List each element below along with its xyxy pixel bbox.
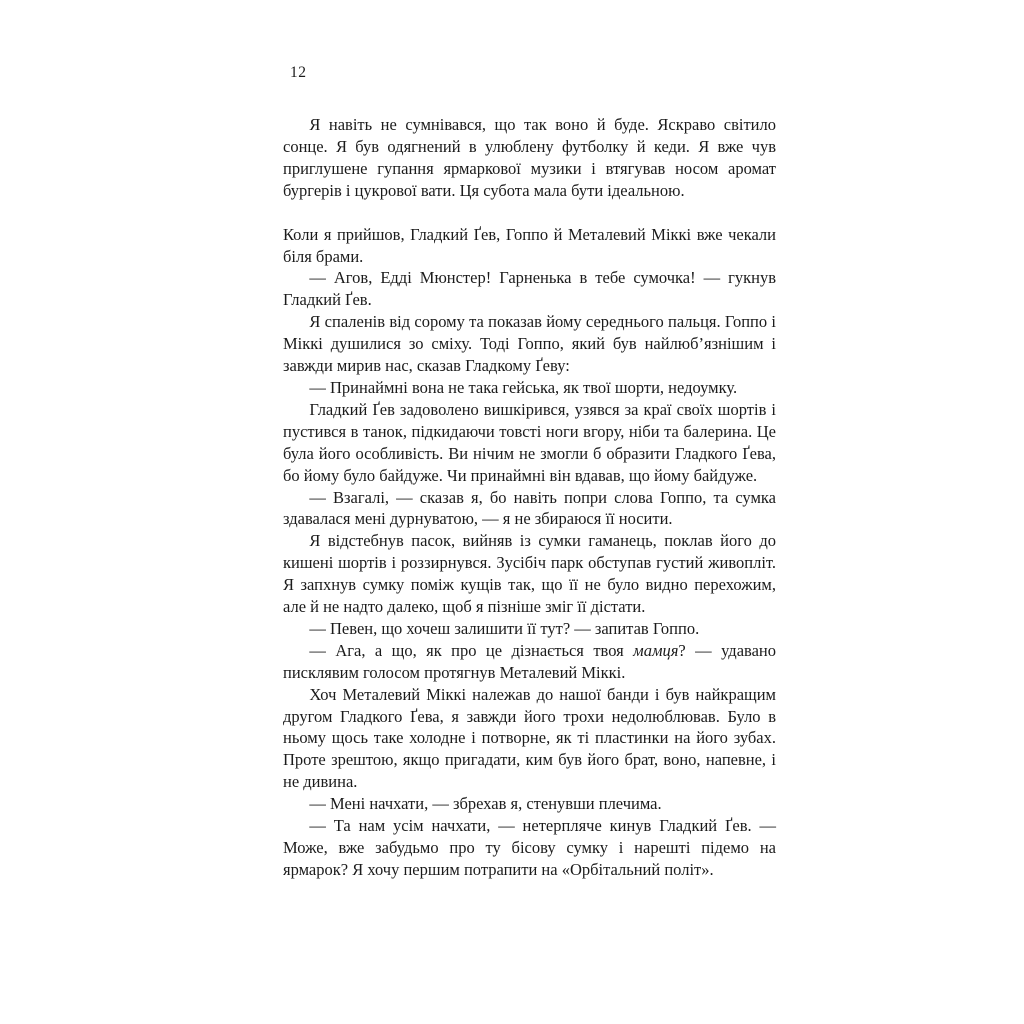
page-number: 12 bbox=[290, 64, 307, 81]
paragraph bbox=[283, 487, 776, 531]
paragraph bbox=[283, 399, 776, 487]
paragraph bbox=[283, 684, 776, 794]
text-run: Я навіть не сумнівався, що так воно й буде. Яскраво світило сонце. Я був одягнений в улюблену футболку й кеди. Я вже чув приглушене гупання ярмаркової музики і втягував носом аромат бургерів і цукрової вати. Ця субота мала бути ідеальною. bbox=[283, 115, 776, 200]
text-run: — Ага, а що, як про це дізнається твоя bbox=[309, 640, 634, 660]
text-run: — Мені начхати, — збрехав я, стенувши плечима. bbox=[309, 794, 662, 814]
text-run: Я відстебнув пасок, вийняв із сумки гаманець, поклав його до кишені шортів і роззирнувся. Зусібіч парк обступав густий живопліт. Я запхнув сумку поміж кущів так, що її не було видно перехожим, але й не надто далеко, щоб я пізніше зміг її дістати. bbox=[283, 531, 776, 617]
italic-text-run: мамця bbox=[633, 640, 679, 660]
paragraph bbox=[283, 224, 776, 268]
text-run: — Та нам усім начхати, — нетерпляче кинув Гладкий Ґев. — Може, вже забудьмо про ту бісову сумку і нарешті підемо на ярмарок? Я хочу першим потрапити на «Орбітальний політ». bbox=[283, 816, 776, 879]
text-run: Коли я прийшов, Гладкий Ґев, Гоппо й Металевий Міккі вже чекали біля брами. bbox=[283, 224, 776, 266]
paragraph bbox=[283, 114, 776, 202]
paragraph bbox=[283, 618, 776, 640]
paragraph bbox=[283, 377, 776, 399]
text-run: Гладкий Ґев задоволено вишкірився, узявся за краї своїх шортів і пустився в танок, підкидаючи товсті ноги вгору, ніби та балерина. Це була його особливість. Ви нічим не змогли б образити Гладкого Ґева, бо йому було байдуже. Чи принаймні він вдавав, що йому байдуже. bbox=[283, 399, 776, 485]
paragraph bbox=[283, 815, 776, 881]
text-block bbox=[283, 114, 776, 881]
text-run: — Принаймні вона не така гейська, як твої шорти, недоумку. bbox=[309, 377, 738, 397]
text-run: — Взагалі, — сказав я, бо навіть попри слова Гоппо, та сумка здавалася мені дурнуватою, — я не збираюся її носити. bbox=[283, 487, 776, 529]
text-run: — Певен, що хочеш залишити її тут? — запитав Гоппо. bbox=[309, 618, 700, 638]
text-run: Я спаленів від сорому та показав йому середнього пальця. Гоппо і Міккі душилися зо сміху. Тоді Гоппо, який був найлюб’язнішим і завжди мирив нас, сказав Гладкому Ґеву: bbox=[283, 312, 776, 376]
paragraph bbox=[283, 640, 776, 684]
paragraph bbox=[283, 267, 776, 311]
paragraph bbox=[283, 311, 776, 377]
paragraph bbox=[283, 793, 776, 815]
text-run: — Агов, Едді Мюнстер! Гарненька в тебе сумочка! — гукнув Гладкий Ґев. bbox=[283, 268, 776, 310]
text-run: ? — удавано писклявим голосом протягнув Металевий Міккі. bbox=[283, 640, 776, 682]
paragraph bbox=[283, 530, 776, 618]
text-run: Хоч Металевий Міккі належав до нашої банди і був найкращим другом Гладкого Ґева, я завжди його трохи недолюблював. Було в ньому щось таке холодне і потворне, як ті пластинки на його зубах. Проте зрештою, якщо пригадати, ким був його брат, воно, напевне, і не дивина. bbox=[283, 684, 776, 792]
